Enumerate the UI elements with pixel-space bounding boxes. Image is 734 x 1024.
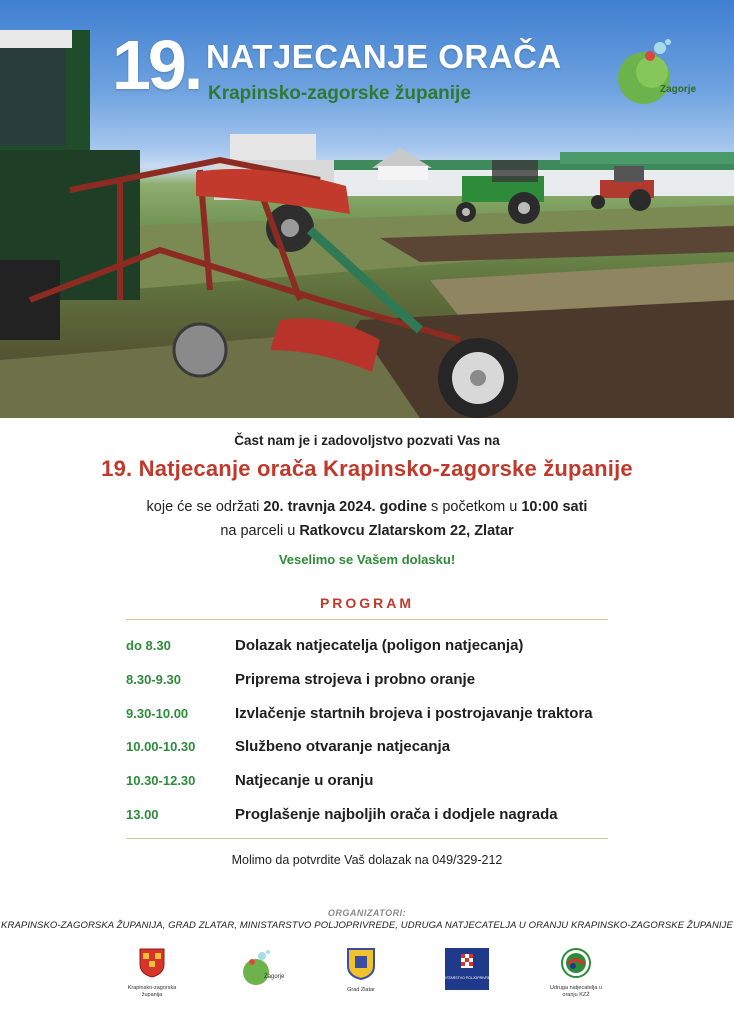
date-line-prefix: koje će se održati xyxy=(146,499,264,515)
date-line-mid: s početkom u xyxy=(427,499,522,515)
county-logo-caption: Krapinsko-zagorska županija xyxy=(127,985,177,998)
association-logo xyxy=(548,948,604,998)
invitation-title: 19. Natjecanje orača Krapinsko-zagorske županije xyxy=(101,456,633,481)
zagorje-small-logo-caption: Zagorje xyxy=(264,974,285,980)
association-emblem-icon xyxy=(561,948,591,978)
program-heading: PROGRAM xyxy=(319,595,415,611)
program-time: 10.30-12.30 xyxy=(126,773,196,789)
program-item xyxy=(126,797,608,831)
program-item xyxy=(126,663,608,697)
zagorje-small-logo xyxy=(228,948,292,991)
invitation-place-line xyxy=(0,523,734,539)
program-description: Natjecanje u oranju xyxy=(235,772,374,790)
zlatar-logo-caption: Grad Zlatar xyxy=(347,987,375,993)
program-list xyxy=(126,629,608,831)
ministry-logo-caption: MINISTARSTVO POLJOPRIVREDE xyxy=(438,976,496,980)
invitation-date-line xyxy=(0,499,734,515)
hero-banner xyxy=(0,0,734,418)
welcome-message: Veselimo se Vašem dolasku! xyxy=(278,552,456,567)
program-time: 9.30-10.00 xyxy=(126,705,189,721)
program-item xyxy=(126,764,608,798)
zlatar-logo xyxy=(338,948,384,994)
zagorje-logo-icon xyxy=(610,36,690,106)
edition-number: 19. xyxy=(112,26,201,104)
program-divider-top xyxy=(126,619,608,620)
program-item xyxy=(126,629,608,663)
program-description: Dolazak natjecatelja (poligon natjecanja) xyxy=(235,637,524,655)
association-logo-caption: Udruga natjecatelja u oranju KZŽ xyxy=(550,985,602,998)
rsvp-note: Molimo da potvrdite Vaš dolazak na 049/329-212 xyxy=(231,853,503,867)
page-title: NATJECANJE ORAČA xyxy=(206,38,562,75)
program-description: Priprema strojeva i probno oranje xyxy=(235,671,476,689)
program-time: 10.00-10.30 xyxy=(126,739,196,755)
invitation-intro: Čast nam je i zadovoljstvo pozvati Vas na xyxy=(234,433,500,448)
zagorje-logo-label: Zagorje xyxy=(660,84,697,95)
event-date: 20. travnja 2024. godine xyxy=(263,499,428,515)
zlatar-coat-of-arms-icon xyxy=(347,948,375,980)
organizers-list: KRAPINSKO-ZAGORSKA ŽUPANIJA, GRAD ZLATAR, MINISTARSTVO POLJOPRIVREDE, UDRUGA NATJECATELJA U ORANJU KRAPINSKO-ZAGORSKE ŽUPANIJE xyxy=(1,920,733,931)
program-time: do 8.30 xyxy=(126,638,171,654)
program-description: Službeno otvaranje natjecanja xyxy=(235,738,451,756)
program-time: 8.30-9.30 xyxy=(126,672,181,688)
event-location: Ratkovcu Zlatarskom 22, Zlatar xyxy=(299,523,514,539)
place-line-prefix: na parceli u xyxy=(220,523,300,539)
county-logo xyxy=(120,948,184,998)
organizer-logos xyxy=(0,948,734,1018)
program-divider-bottom xyxy=(126,838,608,839)
event-time: 10:00 sati xyxy=(521,499,588,515)
page-subtitle: Krapinsko-zagorske županije xyxy=(208,83,471,104)
organizers-heading: ORGANIZATORI: xyxy=(327,908,407,918)
county-coat-of-arms-icon xyxy=(139,948,165,978)
program-time: 13.00 xyxy=(126,806,159,822)
program-description: Izvlačenje startnih brojeva i postrojavanje traktora xyxy=(235,704,593,722)
ministry-logo xyxy=(438,948,496,995)
program-item xyxy=(126,696,608,730)
ministry-crest-icon xyxy=(438,948,496,990)
program-item xyxy=(126,730,608,764)
program-description: Proglašenje najboljih orača i dodjele nagrada xyxy=(235,805,558,823)
